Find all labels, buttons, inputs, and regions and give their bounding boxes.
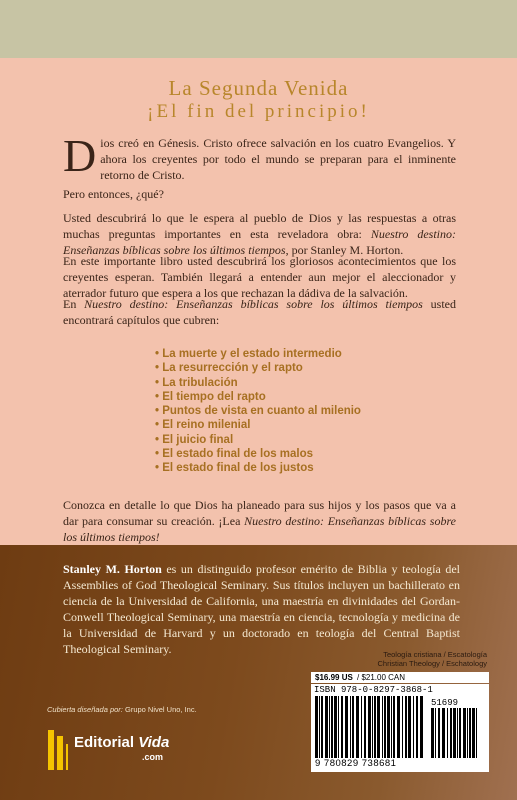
price-us: $16.99 US <box>315 673 353 682</box>
chapter-item: • El reino milenial <box>155 419 251 432</box>
designer-label: Cubierta diseñada por: <box>47 705 123 714</box>
cover-subtitle: ¡El fin del principio! <box>147 101 370 122</box>
publisher-logo <box>48 730 208 770</box>
designer-name: Grupo Nivel Uno, Inc. <box>124 705 197 714</box>
isbn-label: ISBN 978-0-8297-3868-1 <box>314 685 433 695</box>
chapter-item: • El juicio final <box>155 433 234 446</box>
chapters-intro-a: En <box>63 297 85 311</box>
category-english: Christian Theology / Eschatology <box>377 659 487 668</box>
top-band <box>0 0 517 58</box>
intro-text: ios creó en Génesis. Cristo ofrece salvación en los cuatro Evangelios. Y ahora los creyentes por todo el mundo se preparan para el inminente retorno de Cristo. <box>100 136 456 182</box>
book-title-ref: Nuestro destino: Enseñanzas bíblicas sobre los últimos tiempos <box>63 227 457 257</box>
chapter-list <box>155 347 361 476</box>
chapter-item: • La tribulación <box>155 376 238 389</box>
book-title-ref: Nuestro destino: Enseñanzas bíblicas sobre los últimos tiempos! <box>63 514 457 544</box>
discover-text: Usted descubrirá lo que le espera al pueblo de Dios y las respuestas a otras muchas preguntas importantes en esta reveladora obra: <box>63 211 456 241</box>
publisher-name-a: Editorial <box>74 734 135 751</box>
important-paragraph: En este importante libro usted descubrirá los gloriosos acontecimientos que los creyentes esperan. También llegará a entender aun mejor el aleccionador y aterrador futuro que espera a los que rechazan la dádiva de la salvación. <box>63 254 456 300</box>
closing-text: Conozca en detalle lo que Dios ha planeado para sus hijos y los pasos que va a dar para consumar su creación. ¡Lea <box>63 498 456 528</box>
cover-title: La Segunda Venida <box>168 76 349 100</box>
chapter-item: • La resurrección y el rapto <box>155 362 303 375</box>
publisher-name <box>74 734 169 751</box>
chapters-intro-paragraph <box>63 296 456 328</box>
author-ref: , por Stanley M. Horton. <box>285 243 404 257</box>
publisher-mark-icon <box>48 730 68 770</box>
book-title-ref: Nuestro destino: Enseñanzas bíblicas sobre los últimos tiempos <box>84 297 423 311</box>
intro-paragraph <box>63 130 456 183</box>
chapter-item: • El estado final de los malos <box>155 448 314 461</box>
price-code: 51699 <box>431 698 459 708</box>
chapter-item: • La muerte y el estado intermedio <box>155 348 342 360</box>
publisher-name-b: Vida <box>138 734 170 751</box>
drop-cap: D <box>63 130 97 181</box>
chapters-intro-b: usted encontrará capítulos que cubren: <box>63 297 456 327</box>
author-bio <box>63 561 460 657</box>
category-spanish: Teología cristiana / Escatología <box>383 650 487 659</box>
question-paragraph: Pero entonces, ¿qué? <box>63 187 164 201</box>
author-bio-text: es un distinguido profesor emérito de Biblia y teología del Assemblies of God Theological Seminary. Sus títulos incluyen un bachillerato en ciencia de la Universidad de California, una maestría en divinidades del Gordan-Conwell Theological Seminary, una maestría en ciencia, tecnología y medicina de la Universidad de Harvard y un doctorado en teología del Central Baptist Theological Seminary. <box>63 562 460 656</box>
price-box <box>311 672 489 683</box>
price-can: / $21.00 CAN <box>357 673 406 682</box>
discover-paragraph <box>63 210 456 258</box>
barcode-icon <box>315 696 427 758</box>
chapter-item: • El estado final de los justos <box>155 462 314 475</box>
cover-designer-credit <box>47 705 197 714</box>
barcode-box <box>311 684 489 772</box>
barcode-number: 9 780829 738681 <box>315 758 397 769</box>
category-label <box>377 650 487 668</box>
author-name: Stanley M. Horton <box>63 562 162 576</box>
publisher-domain: .com <box>142 752 164 762</box>
chapter-item: • Puntos de vista en cuanto al milenio <box>155 405 361 418</box>
price-barcode-icon <box>431 708 481 758</box>
closing-paragraph <box>63 497 456 545</box>
chapter-item: • El tiempo del rapto <box>155 390 266 403</box>
